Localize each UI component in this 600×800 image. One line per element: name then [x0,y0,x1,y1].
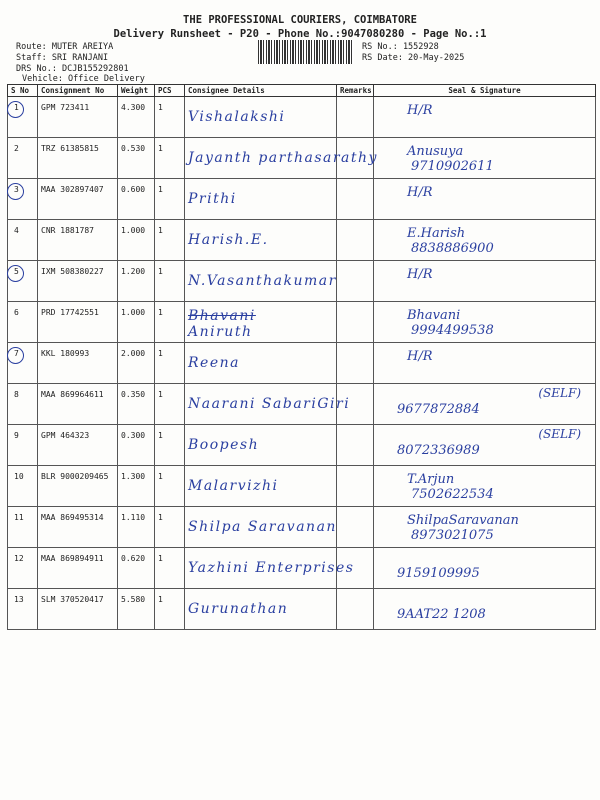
row-consignment: CNR 1881787 [38,220,118,261]
consignee-name: Bhavani [188,308,256,324]
row-consignment: KKL 180993 [38,343,118,384]
row-weight: 1.200 [118,261,155,302]
signature-text: H/R [407,103,433,118]
row-weight: 0.600 [118,179,155,220]
table-row [8,589,596,630]
row-remarks [337,343,374,384]
row-pcs: 1 [155,261,185,302]
vehicle-info: Vehicle: Office Delivery [22,74,145,84]
row-consignee [185,548,355,589]
row-seal-signature [374,179,596,220]
staff-info: Staff: SRI RANJANI [16,53,109,63]
row-weight: 1.300 [118,466,155,507]
row-consignment: GPM 464323 [38,425,118,466]
runsheet-table [7,84,596,630]
row-remarks [337,220,374,261]
row-consignee [185,97,337,138]
row-remarks [337,302,374,343]
sno-value: 1 [14,103,19,112]
signature-text: H/R [407,349,433,364]
row-seal-signature [374,548,596,589]
row-weight: 1.000 [118,220,155,261]
signature-text: H/R [407,267,433,282]
signature-text: H/R [407,185,433,200]
barcode [258,40,354,64]
table-row [8,507,596,548]
row-consignment: PRD 17742551 [38,302,118,343]
sno-value: 12 [14,554,24,563]
consignee-name: Yazhini Enterprises [188,560,355,576]
consignee-name: Harish.E. [188,232,269,248]
row-weight: 0.620 [118,548,155,589]
row-sno [8,138,38,179]
table-row [8,548,596,589]
row-sno [8,179,38,220]
row-seal-signature [374,261,596,302]
table-row [8,261,596,302]
row-consignee [185,179,337,220]
row-consignment: TRZ 61385815 [38,138,118,179]
row-pcs: 1 [155,97,185,138]
row-consignment: MAA 869495314 [38,507,118,548]
row-consignee [185,466,337,507]
handwritten-circle-mark [7,347,24,364]
row-pcs: 1 [155,179,185,220]
row-remarks [337,179,374,220]
row-sno [8,466,38,507]
consignee-name: Malarvizhi [188,478,279,494]
col-consignee: Consignee Details [185,85,337,97]
row-seal-signature [374,384,596,425]
row-seal-signature [374,589,596,630]
consignee-name: Vishalakshi [188,109,286,125]
row-weight: 1.110 [118,507,155,548]
table-row [8,179,596,220]
row-sno [8,302,38,343]
col-pcs: PCS [155,85,185,97]
row-seal-signature [374,138,596,179]
consignee-name: Gurunathan [188,601,289,617]
signature-phone: 8838886900 [411,241,494,256]
row-sno [8,97,38,138]
row-remarks [337,425,374,466]
route-info: Route: MUTER AREIYA [16,42,114,52]
sno-value: 5 [14,267,19,276]
signature-phone: 9159109995 [397,566,480,581]
table-row [8,384,596,425]
row-seal-signature [374,343,596,384]
signature-text: ShilpaSaravanan [407,513,519,528]
handwritten-circle-mark [7,101,24,118]
row-sno [8,220,38,261]
signature-phone: 9710902611 [411,159,494,174]
row-weight: 0.530 [118,138,155,179]
row-remarks [337,261,374,302]
table-row [8,425,596,466]
rs-date: RS Date: 20-May-2025 [362,53,465,63]
page-subtitle: Delivery Runsheet - P20 - Phone No.:9047080280 - Page No.:1 [113,28,487,40]
row-sno [8,589,38,630]
page-title: THE PROFESSIONAL COURIERS, COIMBATORE [183,14,417,26]
row-consignment: BLR 9000209465 [38,466,118,507]
sno-value: 7 [14,349,19,358]
row-remarks [337,507,374,548]
col-remarks: Remarks [337,85,374,97]
row-pcs: 1 [155,343,185,384]
row-consignee [185,343,337,384]
row-consignment: MAA 869964611 [38,384,118,425]
row-consignee [185,384,351,425]
row-pcs: 1 [155,589,185,630]
handwritten-circle-mark [7,183,24,200]
row-sno [8,548,38,589]
table-header-row [8,85,596,97]
row-consignee [185,425,337,466]
signature-text: T.Arjun [407,472,455,487]
row-remarks [337,466,374,507]
row-pcs: 1 [155,302,185,343]
row-consignee [185,589,337,630]
row-weight: 0.300 [118,425,155,466]
row-remarks [337,97,374,138]
table-row [8,138,596,179]
sno-value: 4 [14,226,19,235]
sno-value: 13 [14,595,24,604]
sno-value: 8 [14,390,19,399]
row-sno [8,425,38,466]
row-consignee [185,220,337,261]
row-consignment: IXM 508380227 [38,261,118,302]
sno-value: 3 [14,185,19,194]
sno-value: 11 [14,513,24,522]
signature-phone: 9677872884 [397,402,480,417]
row-sno [8,261,38,302]
consignee-name: Jayanth parthasarathy [188,150,378,166]
row-weight: 4.300 [118,97,155,138]
signature-phone: 9AAT22 1208 [397,607,486,622]
signature-phone: 8072336989 [397,443,480,458]
row-pcs: 1 [155,138,185,179]
consignee-name: N.Vasanthakumar [188,273,337,289]
row-consignment: MAA 302897407 [38,179,118,220]
row-consignee [185,138,378,179]
consignee-name-correction: Aniruth [188,324,253,340]
consignee-name: Reena [188,355,240,371]
row-weight: 1.000 [118,302,155,343]
row-sno [8,343,38,384]
col-weight: Weight [118,85,155,97]
sno-value: 6 [14,308,19,317]
drs-info: DRS No.: DCJB155292801 [16,64,129,74]
row-seal-signature [374,466,596,507]
consignee-name: Naarani SabariGiri [188,396,351,412]
row-pcs: 1 [155,220,185,261]
self-note: (SELF) [538,427,581,441]
row-pcs: 1 [155,466,185,507]
consignee-name: Boopesh [188,437,260,453]
sno-value: 10 [14,472,24,481]
col-consignment: Consignment No [38,85,118,97]
sno-value: 2 [14,144,19,153]
rs-number: RS No.: 1552928 [362,42,439,52]
row-seal-signature [374,425,596,466]
row-sno [8,507,38,548]
row-consignment: SLM 370520417 [38,589,118,630]
row-pcs: 1 [155,548,185,589]
row-pcs: 1 [155,425,185,466]
row-pcs: 1 [155,507,185,548]
row-seal-signature [374,507,596,548]
row-consignee [185,261,337,302]
signature-phone: 9994499538 [411,323,494,338]
col-seal-signature: Seal & Signature [374,85,596,97]
row-consignee [185,507,337,548]
consignee-name: Shilpa Saravanan [188,519,337,535]
row-consignment: MAA 869894911 [38,548,118,589]
signature-text: E.Harish [407,226,466,241]
row-consignment: GPM 723411 [38,97,118,138]
signature-phone: 7502622534 [411,487,494,502]
signature-phone: 8973021075 [411,528,494,543]
row-pcs: 1 [155,384,185,425]
signature-text: Bhavani [407,308,461,323]
row-seal-signature [374,220,596,261]
row-sno [8,384,38,425]
table-row [8,97,596,138]
handwritten-circle-mark [7,265,24,282]
row-remarks [337,589,374,630]
table-row [8,466,596,507]
row-weight: 0.350 [118,384,155,425]
row-seal-signature [374,302,596,343]
signature-text: Anusuya [407,144,464,159]
table-row [8,220,596,261]
self-note: (SELF) [538,386,581,400]
sno-value: 9 [14,431,19,440]
table-row [8,302,596,343]
row-weight: 2.000 [118,343,155,384]
consignee-name: Prithi [188,191,237,207]
row-consignee [185,302,337,343]
row-seal-signature [374,97,596,138]
col-sno: S No [8,85,38,97]
row-weight: 5.580 [118,589,155,630]
table-row [8,343,596,384]
